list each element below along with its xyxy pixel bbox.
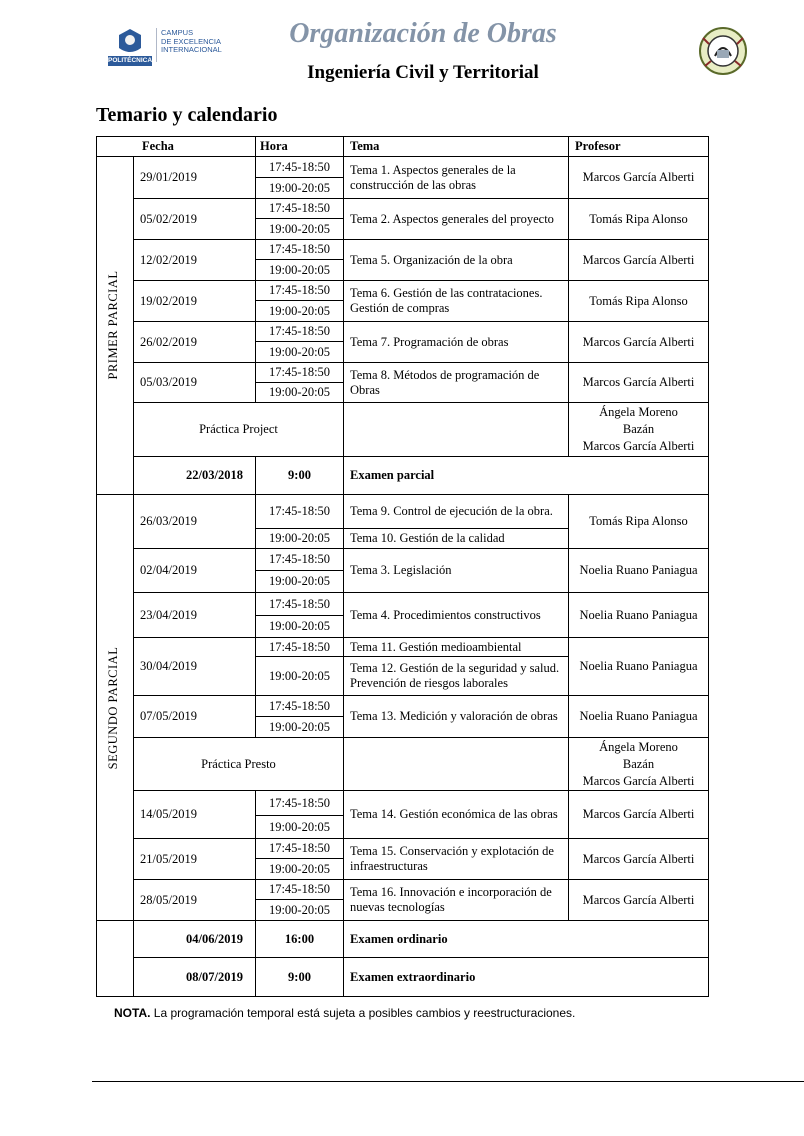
session-time-2: 19:00-20:05	[268, 668, 331, 683]
column-header-profesor: Profesor	[575, 139, 621, 153]
profesor-name: Noelia Ruano Paniagua	[579, 709, 698, 723]
tema-name: Tema 12. Gestión de la seguridad y salud. Prevención de riesgos laborales	[350, 661, 560, 690]
document-subtitle: Ingeniería Civil y Territorial	[307, 62, 539, 83]
exam-date: 04/06/2019	[186, 931, 243, 946]
column-header-hora: Hora	[260, 139, 288, 153]
profesor-name: Marcos García Alberti	[582, 892, 695, 907]
footer-rule	[92, 1081, 804, 1082]
profesor-name: Marcos García Alberti	[582, 807, 695, 821]
session-time-1: 17:45-18:50	[268, 159, 331, 174]
column-header-fecha: Fecha	[142, 139, 174, 153]
exam-time: 16:00	[284, 931, 315, 946]
profesor-name: Ángela Moreno	[599, 405, 678, 419]
exam-name: Examen ordinario	[350, 931, 448, 946]
session-time-2: 19:00-20:05	[268, 385, 331, 399]
session-time-1: 17:45-18:50	[268, 596, 331, 611]
session-date: 21/05/2019	[140, 851, 197, 866]
profesor-name: Marcos García Alberti	[582, 851, 695, 866]
session-time-1: 17:45-18:50	[268, 841, 331, 855]
profesor-name: Bazán	[622, 422, 655, 436]
footnote: NOTA. La programación temporal está sujeta a posibles cambios y reestructuraciones.	[114, 1006, 576, 1020]
session-time-2: 19:00-20:05	[268, 902, 331, 917]
profesor-name: Noelia Ruano Paniagua	[579, 659, 698, 673]
session-date: 23/04/2019	[140, 607, 197, 622]
session-time-1: 17:45-18:50	[268, 552, 331, 566]
session-time-1: 17:45-18:50	[268, 201, 331, 215]
session-time-2: 19:00-20:05	[268, 861, 331, 876]
tema-name: Tema 13. Medición y valoración de obras	[350, 709, 558, 723]
session-time-1: 17:45-18:50	[268, 504, 331, 518]
session-date: 28/05/2019	[140, 892, 197, 907]
profesor-name: Marcos García Alberti	[582, 773, 695, 788]
session-time-1: 17:45-18:50	[268, 365, 331, 379]
profesor-name: Noelia Ruano Paniagua	[579, 607, 698, 622]
session-date: 07/05/2019	[140, 709, 197, 723]
section-title: Temario y calendario	[96, 104, 278, 126]
profesor-name: Marcos García Alberti	[582, 170, 695, 184]
session-date: 19/02/2019	[140, 293, 197, 308]
session-date: 12/02/2019	[140, 252, 197, 267]
practica-label: Práctica Project	[199, 422, 278, 436]
session-time-1: 17:45-18:50	[268, 698, 331, 713]
tema-name: Tema 6. Gestión de las contrataciones. Gestión de compras	[350, 286, 543, 315]
profesor-name: Ángela Moreno	[599, 739, 678, 754]
session-time-1: 17:45-18:50	[268, 882, 331, 896]
profesor-name: Tomás Ripa Alonso	[589, 293, 688, 308]
tema-name: Tema 11. Gestión medioambiental	[350, 639, 522, 654]
session-date: 26/03/2019	[140, 514, 197, 528]
tema-name: Tema 2. Aspectos generales del proyecto	[350, 211, 554, 226]
session-time-1: 17:45-18:50	[268, 242, 331, 256]
session-date: 26/02/2019	[140, 334, 197, 349]
session-date: 30/04/2019	[140, 659, 197, 673]
session-time-2: 19:00-20:05	[268, 344, 331, 359]
document-title: Organización de Obras	[289, 18, 557, 49]
profesor-name: Bazán	[622, 756, 655, 771]
tema-name: Tema 16. Innovación e incorporación de nuevas tecnologías	[350, 885, 552, 914]
exam-time: 9:00	[288, 468, 311, 482]
profesor-name: Marcos García Alberti	[582, 439, 695, 453]
tema-name: Tema 4. Procedimientos constructivos	[350, 607, 541, 622]
session-date: 02/04/2019	[140, 563, 197, 577]
upm-badge: POLITÉCNICA	[108, 57, 153, 64]
group-label-segundo-parcial: SEGUNDO PARCIAL	[106, 646, 120, 770]
tema-name: Tema 9. Control de ejecución de la obra.	[350, 504, 553, 518]
tema-name: Tema 15. Conservación y explotación de infraestructuras	[350, 844, 554, 873]
practica-profesores	[569, 403, 708, 456]
session-time-2: 19:00-20:05	[268, 619, 331, 633]
practica-label: Práctica Presto	[201, 756, 276, 771]
session-time-2: 19:00-20:05	[268, 262, 331, 277]
profesor-name: Marcos García Alberti	[582, 334, 695, 349]
exam-date: 22/03/2018	[186, 468, 243, 482]
profesor-name: Marcos García Alberti	[582, 375, 695, 389]
exam-name: Examen extraordinario	[350, 969, 476, 984]
session-time-2: 19:00-20:05	[268, 531, 331, 545]
tema-name: Tema 3. Legislación	[350, 563, 452, 577]
session-date: 29/01/2019	[140, 170, 197, 184]
group-label-primer-parcial: PRIMER PARCIAL	[106, 270, 120, 380]
session-time-1: 17:45-18:50	[268, 795, 331, 810]
session-time-2: 19:00-20:05	[268, 303, 331, 318]
profesor-name: Tomás Ripa Alonso	[589, 514, 688, 528]
session-time-2: 19:00-20:05	[268, 574, 331, 588]
campus-logo-text: CAMPUS DE EXCELENCIA INTERNACIONAL	[161, 28, 222, 54]
exam-date: 08/07/2019	[186, 969, 243, 984]
session-time-2: 19:00-20:05	[268, 719, 331, 734]
session-time-2: 19:00-20:05	[268, 221, 331, 236]
profesor-name: Noelia Ruano Paniagua	[579, 563, 698, 577]
session-time-1: 17:45-18:50	[268, 639, 331, 654]
practica-profesores	[569, 738, 708, 790]
session-time-2: 19:00-20:05	[268, 819, 331, 834]
tema-name: Tema 8. Métodos de programación de Obras	[350, 367, 540, 397]
column-header-tema: Tema	[350, 139, 380, 153]
tema-name: Tema 7. Programación de obras	[350, 334, 509, 349]
session-date: 14/05/2019	[140, 807, 197, 821]
tema-name: Tema 5. Organización de la obra	[350, 252, 513, 267]
tema-name: Tema 10. Gestión de la calidad	[350, 531, 505, 545]
session-time-1: 17:45-18:50	[268, 324, 331, 338]
exam-name: Examen parcial	[350, 468, 435, 482]
session-date: 05/02/2019	[140, 211, 197, 226]
session-time-2: 19:00-20:05	[268, 180, 331, 195]
profesor-name: Tomás Ripa Alonso	[589, 211, 688, 226]
tema-name: Tema 1. Aspectos generales de la construcción de las obras	[350, 162, 516, 192]
tema-name: Tema 14. Gestión económica de las obras	[350, 807, 558, 821]
profesor-name: Marcos García Alberti	[582, 252, 695, 267]
session-time-1: 17:45-18:50	[268, 283, 331, 297]
exam-time: 9:00	[288, 969, 311, 984]
session-date: 05/03/2019	[140, 375, 197, 389]
